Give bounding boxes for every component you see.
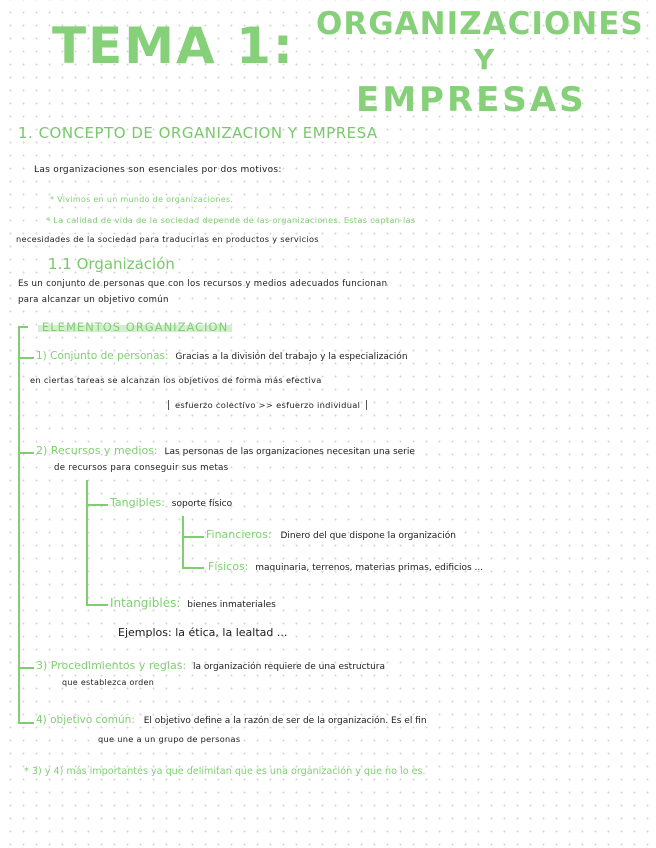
bullet-1: * Vivimos en un mundo de organizaciones.	[50, 195, 234, 204]
title-y: Y	[474, 43, 497, 76]
branch-intangibles	[86, 604, 108, 606]
element-3	[36, 659, 385, 672]
elementos-heading: ELEMENTOS ORGANIZACION	[38, 320, 232, 334]
intangibles-label: Intangibles:	[110, 596, 181, 610]
subtree-tangibles-vertical	[182, 516, 184, 568]
footnote: * 3) y 4) más importantes ya que delimitan que es una organización y que no lo es.	[24, 766, 426, 777]
element-3-label: 3) Procedimientos y reglas:	[36, 659, 187, 672]
element-1-cont: en ciertas tareas se alcanzan los objetivos de forma más efectiva	[30, 375, 322, 385]
branch-financieros	[182, 536, 204, 538]
intro-text: Las organizaciones son esenciales por dos motivos:	[34, 165, 282, 175]
tangibles-row	[110, 496, 232, 509]
element-2-cont: de recursos para conseguir sus metas	[54, 463, 229, 473]
element-1-box: esfuerzo colectivo >> esfuerzo individual	[168, 400, 367, 410]
intangibles-row	[110, 596, 276, 610]
bullet-2-cont: necesidades de la sociedad para traducirlas en productos y servicios	[16, 234, 319, 244]
tree-top-cap	[18, 326, 28, 328]
title-tema: TEMA 1:	[52, 17, 295, 75]
branch-3	[18, 667, 34, 669]
element-4-label: 4) objetivo común:	[36, 714, 135, 726]
tree-main-vertical	[18, 326, 20, 724]
financieros-row	[206, 528, 456, 541]
bullet-2-green: * La calidad de vida de la sociedad depende de las organizaciones. Estas captan las	[46, 215, 416, 225]
definition-line-2: para alcanzar un objetivo común	[18, 295, 169, 305]
element-4-text: El objetivo define a la razón de ser de la organización. Es el fin	[143, 716, 427, 726]
tangibles-label: Tangibles:	[110, 496, 165, 509]
financieros-text: Dinero del que dispone la organización	[280, 531, 456, 541]
tangibles-text: soporte físico	[171, 499, 233, 509]
branch-4	[18, 722, 34, 724]
element-3-text: la organización requiere de una estructura	[193, 662, 385, 672]
branch-2	[18, 452, 34, 454]
title-empresas: EMPRESAS	[356, 80, 587, 120]
element-2-label: 2) Recursos y medios:	[36, 444, 158, 457]
element-4-cont: que une a un grupo de personas	[98, 734, 241, 744]
fisicos-label: Físicos:	[208, 560, 249, 573]
element-4	[36, 714, 427, 726]
title-organizaciones: ORGANIZACIONES	[316, 6, 644, 42]
element-3-cont: que establezca orden	[62, 678, 155, 687]
section-heading-organizacion: 1.1 Organización	[48, 255, 175, 273]
element-1-text: Gracias a la división del trabajo y la especialización	[175, 352, 408, 362]
branch-fisicos	[182, 567, 204, 569]
bullet-2	[46, 215, 416, 225]
element-1	[36, 350, 408, 362]
element-1-label: 1) Conjunto de personas:	[36, 350, 169, 362]
branch-1	[18, 357, 34, 359]
element-2-text: Las personas de las organizaciones necesitan una serie	[164, 447, 415, 457]
fisicos-text: maquinaria, terrenos, materias primas, edificios ...	[255, 563, 484, 573]
financieros-label: Financieros:	[206, 528, 272, 541]
element-2	[36, 444, 415, 457]
section-heading-concepto: 1. CONCEPTO DE ORGANIZACION Y EMPRESA	[18, 124, 378, 142]
definition-line-1: Es un conjunto de personas que con los recursos y medios adecuados funcionan	[18, 279, 388, 289]
intangibles-text: bienes inmateriales	[187, 600, 276, 610]
fisicos-row	[208, 560, 483, 573]
branch-tangibles	[86, 504, 108, 506]
ejemplos-text: Ejemplos: la ética, la lealtad ...	[118, 626, 288, 639]
subtree-2-vertical	[86, 480, 88, 606]
